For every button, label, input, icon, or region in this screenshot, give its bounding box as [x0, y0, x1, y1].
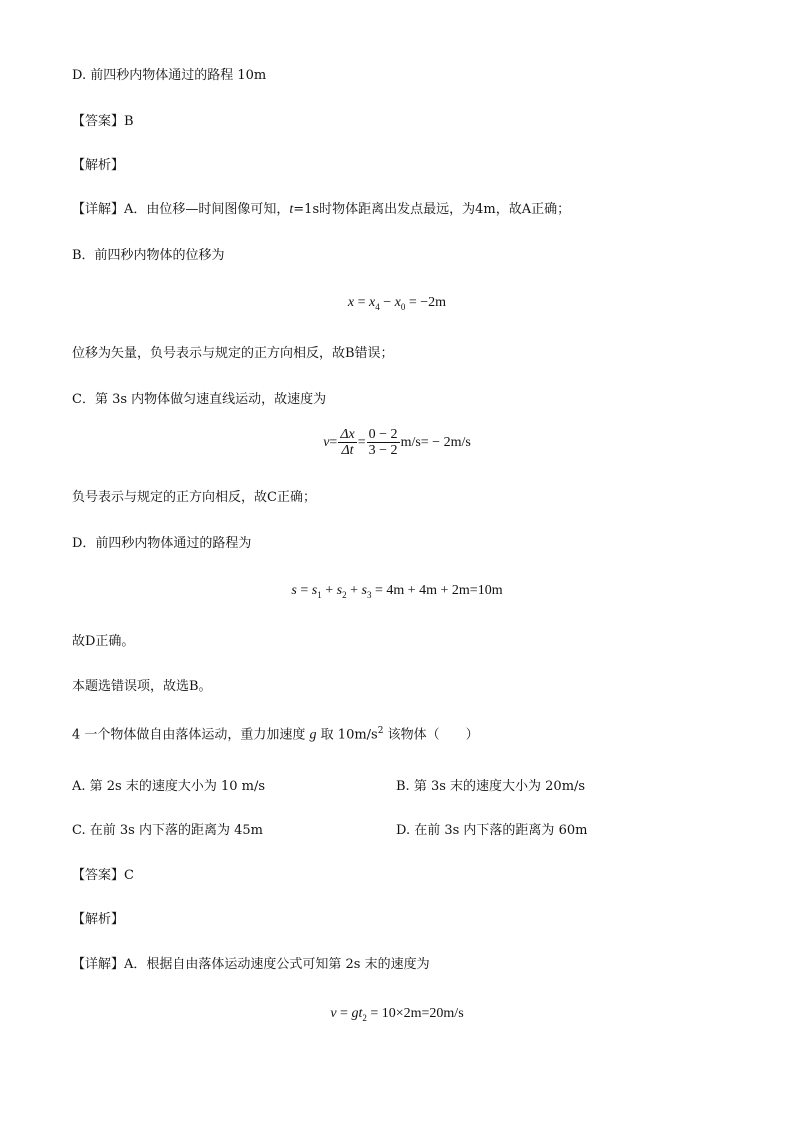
detail-c-conclusion: 负号表示与规定的正方向相反，故C正确；: [72, 490, 316, 505]
eq1-sub0: 0: [400, 301, 406, 312]
answer-label-2: 【答案】C: [72, 868, 134, 883]
eq4-sub: 2: [362, 1012, 367, 1023]
q4-suffix: 该物体（ ）: [383, 727, 479, 743]
detail-a-t: t: [289, 202, 294, 217]
detail-d-text: D．前四秒内物体通过的路程为: [72, 536, 252, 551]
eq1-x0: x: [394, 295, 401, 310]
eq1-x4: x: [369, 295, 376, 310]
detail-a-suffix: =1s时物体距离出发点最远，为4m，故A正确；: [293, 202, 571, 217]
eq3-plus2: +: [346, 583, 362, 598]
eq1-minus: −: [379, 295, 395, 310]
equation-free-fall-velocity: [0, 1006, 794, 1026]
eq4-rhs: = 10×2m=20m/s: [366, 1006, 464, 1021]
eq3-sub2: 2: [342, 589, 347, 600]
eq1-rhs: = −2m: [405, 295, 447, 310]
detail-c-text: C．第 3s 内物体做匀速直线运动，故速度为: [72, 392, 327, 407]
eq3-sub3: 3: [366, 589, 372, 600]
question-4-stem: [72, 723, 479, 743]
q4-sup: 2: [377, 726, 384, 736]
q4-mid: 取 10m/s: [316, 727, 378, 743]
eq2-rhs: m/s= − 2m/s: [400, 435, 471, 450]
eq2-equals: =: [329, 435, 338, 450]
equation-displacement: [0, 295, 794, 315]
answer-label-1: 【答案】B: [72, 114, 134, 129]
analysis-label-2: 【解析】: [72, 912, 125, 927]
eq2-v: v: [323, 435, 330, 450]
detail-b-text: B．前四秒内物体的位移为: [72, 248, 225, 263]
summary-line: 本题选错误项，故选B。: [72, 679, 212, 694]
eq3-s: s: [291, 583, 297, 598]
eq3-sub1: 1: [317, 589, 322, 600]
eq2-dx: Δx: [340, 427, 355, 443]
eq3-rhs: = 4m + 4m + 2m=10m: [371, 583, 503, 598]
eq3-s2: s: [336, 583, 343, 598]
eq1-lhs: x: [347, 295, 355, 310]
equation-velocity: [0, 425, 794, 461]
detail-b-conclusion: 位移为矢量，负号表示与规定的正方向相反，故B错误；: [72, 346, 394, 361]
q4-option-a: A. 第 2s 末的速度大小为 10 m/s: [72, 779, 266, 794]
detail-d-conclusion: 故D正确。: [72, 634, 135, 649]
eq4-equals: =: [336, 1006, 352, 1021]
eq2-equals-2: =: [357, 435, 366, 450]
eq2-frac-delta: [338, 427, 356, 458]
eq3-s1: s: [311, 583, 318, 598]
eq4-v: v: [330, 1006, 337, 1021]
q4-prefix: 4 一个物体做自由落体运动，重力加速度: [72, 727, 310, 743]
analysis-label-1: 【解析】: [72, 158, 125, 173]
equation-distance: [0, 583, 794, 603]
eq3-s3: s: [361, 583, 367, 598]
prev-option-d: D. 前四秒内物体通过的路程 10m: [72, 68, 267, 83]
eq1-equals: =: [354, 295, 370, 310]
detail-a-line: [72, 202, 570, 218]
eq3-plus1: +: [321, 583, 337, 598]
q4-g: g: [309, 727, 317, 743]
detail-2-line: 【详解】A．根据自由落体运动速度公式可知第 2s 末的速度为: [72, 957, 430, 972]
q4-option-b: B. 第 3s 末的速度大小为 20m/s: [396, 779, 586, 794]
q4-option-d: D. 在前 3s 内下落的距离为 60m: [396, 823, 588, 838]
eq3-equals: =: [296, 583, 312, 598]
detail-a-prefix: 【详解】A．由位移—时间图像可知，: [72, 202, 290, 217]
eq2-den: 3 − 2: [368, 443, 398, 459]
eq4-gt: gt: [351, 1006, 363, 1021]
eq2-frac-values: [367, 427, 400, 458]
eq1-sub4: 4: [375, 301, 380, 312]
eq2-num: 0 − 2: [368, 427, 398, 443]
q4-option-c: C. 在前 3s 内下落的距离为 45m: [72, 823, 263, 838]
eq2-dt: Δt: [341, 443, 354, 459]
